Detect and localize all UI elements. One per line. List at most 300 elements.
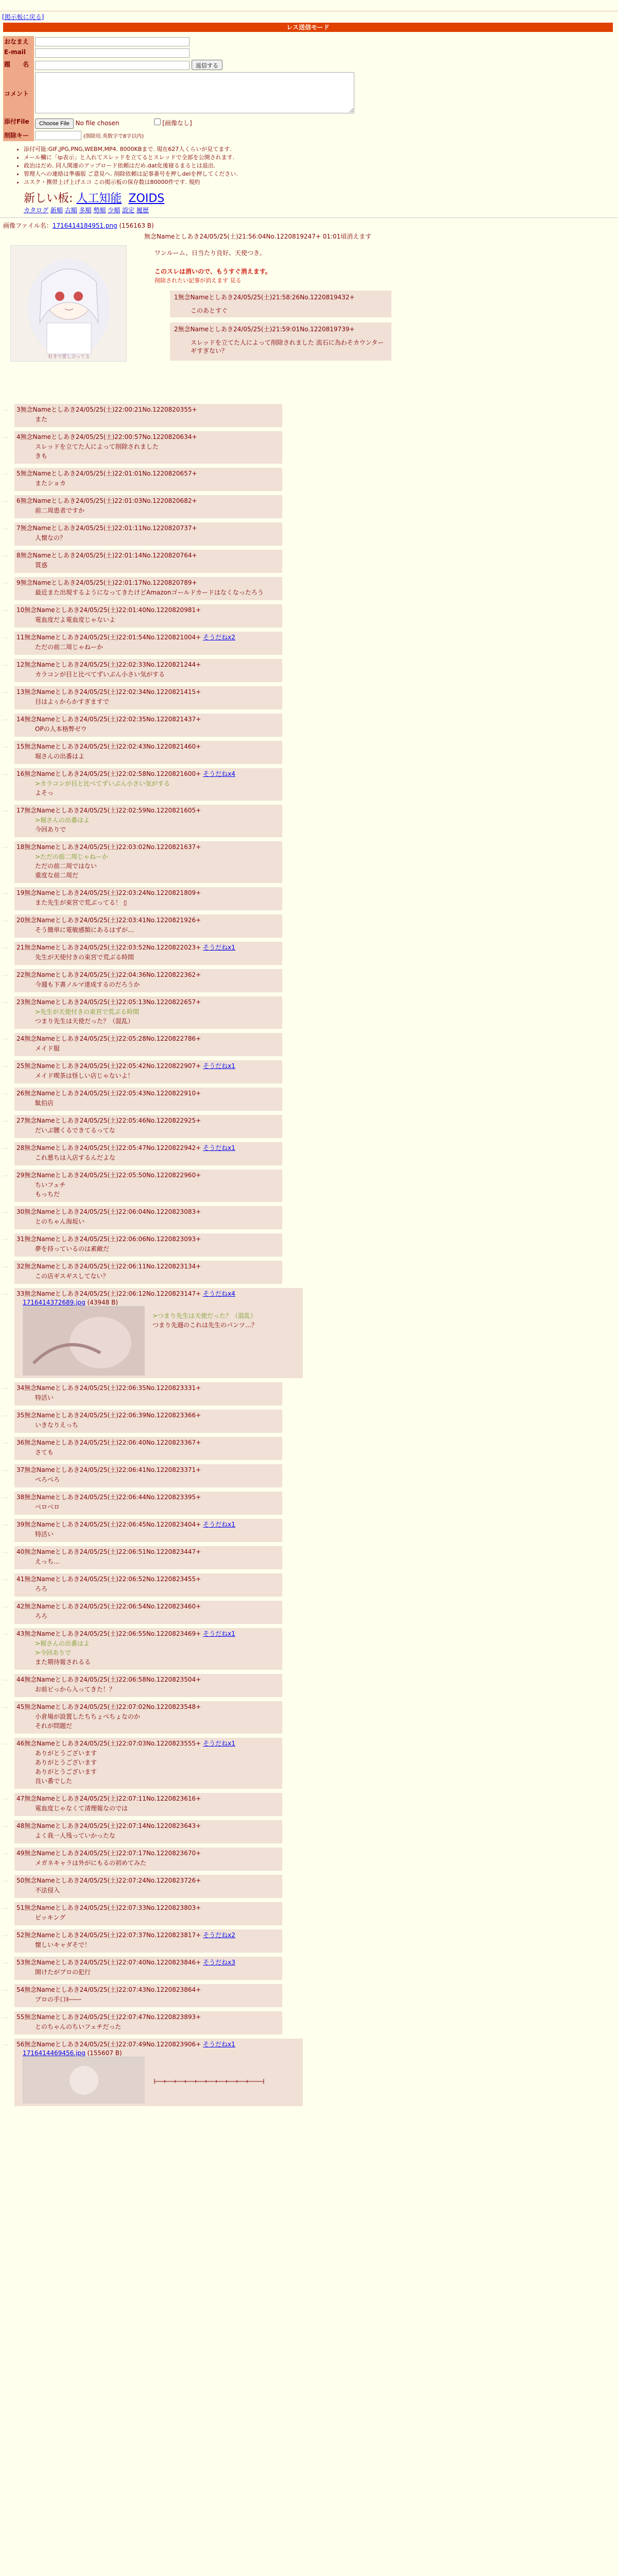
sodane-button[interactable]: そうだねx1 xyxy=(203,1521,235,1528)
reply-header xyxy=(14,714,282,724)
reply-header xyxy=(14,1033,282,1044)
sodane-button[interactable]: そうだねx2 xyxy=(203,1931,235,1939)
reply-header xyxy=(14,741,282,752)
reply-image xyxy=(23,2057,145,2104)
op-body xyxy=(154,248,271,285)
reply-line: OPの人本格弊ゼウ xyxy=(35,725,87,733)
no-image-label: [画像なし] xyxy=(162,120,192,127)
reply-line: また xyxy=(35,416,48,423)
reply xyxy=(2,1820,282,1843)
reply-header xyxy=(14,805,282,816)
reply-header-text: 38無念Nameとしあき24/05/25(土)22:06:44No.1220823395+ xyxy=(16,1494,201,1501)
reply-body xyxy=(14,1180,282,1202)
reply-header-text: 50無念Nameとしあき24/05/25(土)22:07:24No.1220823726+ xyxy=(16,1877,201,1884)
reply-line: 堀さんの出番はよ xyxy=(35,753,85,760)
reply-dash: … xyxy=(2,633,8,640)
link-new[interactable]: 新順 xyxy=(50,207,63,214)
reply-header xyxy=(14,1628,282,1639)
reply-line: 夢を持っているのは素敵だ xyxy=(35,1245,110,1252)
reply-line: スレッドを立てた人によって削除されました xyxy=(35,443,159,450)
reply-dash: … xyxy=(2,1383,8,1391)
sodane-button[interactable]: そうだねx1 xyxy=(203,944,235,951)
reply-body xyxy=(14,588,282,600)
reply-quote: >堀さんの出番はよ xyxy=(35,817,90,824)
reply-dash: … xyxy=(2,1234,8,1242)
reply-header xyxy=(14,550,282,561)
reply-line: この店ギスギスしてない？ xyxy=(35,1273,109,1280)
reply-body xyxy=(14,852,282,883)
reply-body xyxy=(14,1126,282,1138)
reply-line: 重度な前二周だ xyxy=(35,872,79,879)
reply-body xyxy=(14,561,282,573)
reply-header-text: 17無念Nameとしあき24/05/25(土)22:02:59No.1220821605+ xyxy=(16,807,201,814)
reply-dash: … xyxy=(2,806,8,813)
reply xyxy=(2,741,282,764)
reply xyxy=(2,1464,282,1487)
reply-body xyxy=(14,816,282,837)
reply-list-2 xyxy=(0,1382,618,2035)
rule-item: • 政治はだめ. 同人関連のアップロード依頼はだめ.dat化後寝るまるとは退出. xyxy=(24,162,618,170)
link-old[interactable]: 古順 xyxy=(64,207,77,214)
op-file-info xyxy=(3,221,618,230)
comment-textarea[interactable] xyxy=(35,72,354,113)
reply-line: プロの手口ｷｰｰｰｰ xyxy=(35,1996,82,2003)
delkey-input[interactable] xyxy=(35,131,81,140)
reply-header xyxy=(14,1875,282,1886)
reply-dash: … xyxy=(2,1794,8,1801)
reply xyxy=(2,468,282,491)
reply-header xyxy=(14,1382,282,1393)
reply-dash: … xyxy=(2,1116,8,1123)
reply-header-text: 28無念Nameとしあき24/05/25(土)22:05:47No.1220822942+ xyxy=(16,1144,201,1151)
link-momentum[interactable]: 勢順 xyxy=(93,207,106,214)
subject-label: 題 名 xyxy=(3,59,34,71)
reply-header-text: 36無念Nameとしあき24/05/25(土)22:06:40No.1220823367+ xyxy=(16,1439,201,1446)
link-history[interactable]: 履歴 xyxy=(136,207,149,214)
sodane-button[interactable]: そうだねx1 xyxy=(203,1144,235,1151)
reply-line: 今週も下書ノルマ達成するのだろうか xyxy=(35,981,140,988)
reply-line: ありがとうございます xyxy=(35,1759,97,1766)
reply-header-text: 31無念Nameとしあき24/05/25(土)22:06:06No.1220823093+ xyxy=(16,1235,201,1243)
reply-dash: … xyxy=(2,997,8,1005)
reply-dash: … xyxy=(2,660,8,667)
op-file-prefix: 画像ファイル名： xyxy=(3,222,53,229)
subject-input[interactable] xyxy=(35,61,190,70)
rule-item: • 添付可能:GIF,JPG,PNG,WEBM,MP4. 8000KBまで. 現在627人くらいが見てます. xyxy=(24,145,618,154)
reply-header-text: 18無念Nameとしあき24/05/25(土)22:03:02No.1220821637+ xyxy=(16,843,201,851)
reply-header xyxy=(14,942,282,953)
reply xyxy=(2,768,282,801)
reply-header xyxy=(14,1546,282,1557)
reply-line: 最近また出現するようになってきたけどAmazonゴールドカードはなくなったろう xyxy=(35,589,264,596)
reply xyxy=(2,1233,282,1257)
reply xyxy=(2,1060,282,1083)
rules-list xyxy=(24,145,618,187)
reply-header xyxy=(14,1793,282,1804)
reply-body xyxy=(14,533,282,546)
reply xyxy=(2,1848,282,1871)
reply-header xyxy=(14,632,282,642)
reply-header-text: 35無念Nameとしあき24/05/25(土)22:06:39No.1220823366+ xyxy=(16,1412,201,1419)
reply-line: メガネキャラは外がにもるの初めてみた xyxy=(35,1859,147,1867)
reply-body xyxy=(14,724,282,737)
reply-text: このあとすぐ xyxy=(191,307,228,314)
reply-line: ピッキング xyxy=(35,1914,66,1921)
reply-dash: … xyxy=(2,742,8,749)
reply-header-text: 5無念Nameとしあき24/05/25(土)22:01:01No.1220820657+ xyxy=(16,470,197,477)
reply xyxy=(2,1115,282,1138)
reply xyxy=(2,659,282,682)
reply-line: 人懐なの？ xyxy=(35,534,66,541)
reply-body xyxy=(14,1858,282,1871)
reply-header-text: 56無念Nameとしあき24/05/25(土)22:07:49No.1220823906+ xyxy=(16,2041,201,2048)
reply-dash: … xyxy=(2,2040,8,2047)
rule-item: • ユスク・携帯上げ上げエコ この掲示板の保存数は80000件です. 規約 xyxy=(24,178,618,187)
sodane-button[interactable]: そうだねx4 xyxy=(202,1290,235,1297)
reply-header-text: 22無念Nameとしあき24/05/25(土)22:04:36No.1220822362+ xyxy=(16,971,201,978)
reply-header xyxy=(14,522,282,533)
reply xyxy=(2,1628,282,1670)
reply-header-text: 20無念Nameとしあき24/05/25(土)22:03:41No.1220821926+ xyxy=(16,917,201,924)
reply-body xyxy=(14,1071,282,1083)
delkey-label: 削除キー xyxy=(3,130,34,141)
reply-header-text: 45無念Nameとしあき24/05/25(土)22:07:02No.1220823548+ xyxy=(16,1703,201,1710)
reply-header-text: 37無念Nameとしあき24/05/25(土)22:06:41No.1220823371+ xyxy=(16,1466,201,1473)
submit-button[interactable]: 返信する xyxy=(192,60,222,70)
return-link[interactable]: [掲示板に戻る] xyxy=(2,13,44,21)
reply-body xyxy=(14,1612,282,1624)
reply-body xyxy=(14,1217,282,1229)
no-image-checkbox[interactable] xyxy=(154,118,161,125)
reply-line: 電血度だよ電血度じゃないよ xyxy=(35,616,116,623)
reply-header-text: 8無念Nameとしあき24/05/25(土)22:01:14No.1220820764+ xyxy=(16,552,197,559)
reply-body xyxy=(14,1502,282,1515)
reply-dash: … xyxy=(2,1821,8,1828)
op-thumbnail[interactable] xyxy=(10,245,127,362)
reply-image xyxy=(23,1307,145,1376)
reply-dash: … xyxy=(2,1903,8,1910)
reply-header xyxy=(14,1206,282,1217)
reply-header-text: 42無念Nameとしあき24/05/25(土)22:06:54No.1220823460+ xyxy=(16,1603,201,1610)
reply-body xyxy=(14,1272,282,1284)
reply xyxy=(2,1701,282,1734)
name-label: おなまえ xyxy=(3,36,34,47)
reply-header-text: 4無念Nameとしあき24/05/25(土)22:00:57No.1220820634+ xyxy=(16,433,197,440)
reply-quote: >カラコンが目と比べてずいぶん小さい気がする xyxy=(35,780,170,787)
reply xyxy=(2,686,282,709)
reply-line: ただの前二周ではない xyxy=(35,862,97,870)
link-few[interactable]: 少順 xyxy=(108,207,121,214)
reply-line: 今回ありで xyxy=(35,826,66,833)
reply-header-text: 14無念Nameとしあき24/05/25(土)22:02:35No.1220821437+ xyxy=(16,716,201,723)
reply-header-text: 54無念Nameとしあき24/05/25(土)22:07:43No.1220823864+ xyxy=(16,1986,201,1993)
reply-header xyxy=(14,1674,282,1685)
reply-file-link[interactable]: 1716414469456.jpg xyxy=(23,2049,85,2057)
reply-dash: … xyxy=(2,1602,8,1609)
reply-line: 前二周患者ですか xyxy=(35,507,85,514)
reply-body xyxy=(14,1712,282,1734)
reply-dash: … xyxy=(2,1262,8,1269)
reply-header-text: 7無念Nameとしあき24/05/25(土)22:01:11No.1220820737+ xyxy=(16,524,197,532)
reply-header xyxy=(14,914,282,925)
reply-line: 不法侵入 xyxy=(35,1887,60,1894)
reply xyxy=(2,1261,282,1284)
reply-file-link[interactable]: 1716414372689.jpg xyxy=(23,1299,85,1306)
reply-header xyxy=(14,404,282,415)
reply-line: きも xyxy=(35,452,48,460)
reply-header xyxy=(14,1233,282,1244)
reply-body xyxy=(14,479,282,491)
reply xyxy=(2,632,282,655)
reply xyxy=(2,1875,282,1898)
reply-dash: … xyxy=(2,405,8,412)
reply-line: つまり先生は天使だった？（混乱） xyxy=(35,1018,134,1025)
reply-body xyxy=(14,2022,282,2035)
reply-line: そう簡単に電敏感類にあるはずが… xyxy=(35,926,134,934)
reply-dash: … xyxy=(2,970,8,977)
reply-body xyxy=(14,953,282,965)
reply-line: とのちゃんのちいフェチだった xyxy=(35,2023,122,2030)
reply-body xyxy=(14,1153,282,1165)
reply-header xyxy=(14,887,282,898)
reply-header-text: 47無念Nameとしあき24/05/25(土)22:07:11No.1220823616+ xyxy=(16,1795,201,1802)
reply-header xyxy=(14,495,282,506)
delkey-note: (削除用.英数字で8字以内) xyxy=(83,133,144,140)
reply-dash: … xyxy=(2,842,8,850)
reply-body xyxy=(14,1995,282,2007)
reply-header-text: 48無念Nameとしあき24/05/25(土)22:07:14No.1220823643+ xyxy=(16,1822,201,1829)
op-post xyxy=(0,230,618,400)
reply-dash: … xyxy=(2,1958,8,1965)
link-many[interactable]: 多順 xyxy=(79,207,92,214)
reply xyxy=(2,577,282,600)
reply-dash: … xyxy=(2,1849,8,1856)
reply-line: また期待報されるる xyxy=(35,1658,91,1666)
reply-body xyxy=(14,615,282,628)
reply-header-text: 52無念Nameとしあき24/05/25(土)22:07:37No.1220823817+ xyxy=(16,1931,201,1939)
reply-dash: … xyxy=(2,469,8,476)
reply-body xyxy=(14,442,282,464)
file-choose-button[interactable]: Choose File xyxy=(35,118,74,129)
reply-quote: >ただの前二周じゃねーか xyxy=(35,853,109,860)
reply-header xyxy=(14,1848,282,1858)
name-input[interactable] xyxy=(35,37,190,46)
reply-line: ちいフェチ xyxy=(35,1181,66,1189)
reply-line: 特活い xyxy=(35,1531,54,1538)
reply-body xyxy=(14,1448,282,1460)
op-line: ワンルーム、日当たり良好、天使つき。 xyxy=(154,249,266,257)
reply xyxy=(2,1902,282,1925)
reply-line: もっちだ xyxy=(35,1191,60,1198)
reply xyxy=(2,1573,282,1597)
reply-header xyxy=(14,577,282,588)
reply xyxy=(2,805,282,837)
reply-dash: … xyxy=(2,1207,8,1214)
reply-header xyxy=(14,969,282,980)
reply xyxy=(2,841,282,883)
sodane-button[interactable]: そうだねx4 xyxy=(203,770,235,777)
reply-header xyxy=(14,1902,282,1913)
reply xyxy=(2,404,282,427)
reply-thumbnail[interactable] xyxy=(23,1306,144,1375)
reply-dash: … xyxy=(2,1574,8,1582)
reply-header-text: 32無念Nameとしあき24/05/25(土)22:06:11No.1220823134+ xyxy=(16,1263,201,1270)
reply-dash: … xyxy=(2,1930,8,1938)
reply-header xyxy=(14,604,282,615)
rule-item: • 管理人への連絡は準備版 ご意見へ. 削除依頼は記事番号を押しdelを押してください. xyxy=(24,170,618,178)
reply-line: また先生が束宮で荒ぶってる！ ▯ xyxy=(35,899,127,906)
sodane-button[interactable]: そうだねx1 xyxy=(203,1740,235,1747)
reply-body xyxy=(14,1940,282,1953)
reply-dash: … xyxy=(2,1411,8,1418)
reply-header-text: 39無念Nameとしあき24/05/25(土)22:06:45No.1220823404+ xyxy=(16,1521,201,1528)
reply-2 xyxy=(170,323,391,361)
reply xyxy=(2,1142,282,1165)
sodane-button[interactable]: そうだねx3 xyxy=(203,1959,235,1966)
reply-body xyxy=(14,1530,282,1542)
reply xyxy=(2,969,282,992)
reply-header xyxy=(14,996,282,1007)
reply xyxy=(2,1382,282,1405)
board-link-zoids[interactable]: ZOIDS xyxy=(128,192,165,205)
reply-line: メイド服 xyxy=(35,1045,60,1052)
reply-file-size: (155607 B) xyxy=(87,2049,122,2057)
reply-56 xyxy=(2,2039,303,2106)
email-input[interactable] xyxy=(35,48,190,58)
reply-dash: … xyxy=(2,432,8,439)
reply-body xyxy=(14,642,282,655)
reply-line: 駄伯店 xyxy=(35,1099,54,1107)
reply xyxy=(2,1546,282,1569)
reply-quote: >堀さんの出番はよ >今回ありで xyxy=(35,1640,90,1656)
reply-header-text: 29無念Nameとしあき24/05/25(土)22:05:50No.1220822960+ xyxy=(16,1172,201,1179)
reply-header xyxy=(14,1437,282,1448)
op-file-link[interactable]: 1716414184951.png xyxy=(52,222,117,229)
reply-dash: … xyxy=(2,1675,8,1682)
reply-dash: … xyxy=(2,687,8,694)
reply xyxy=(2,1088,282,1111)
reply-body xyxy=(14,1557,282,1569)
sodane-button[interactable]: そうだねx1 xyxy=(203,1630,235,1637)
reply-dash: … xyxy=(2,1702,8,1709)
reply-line: 懐しいキャダそで！ xyxy=(35,1941,91,1948)
reply-line: ありがとうございます xyxy=(35,1750,97,1757)
mode-bar: レス送信モード xyxy=(3,23,613,32)
reply-header-text: 51無念Nameとしあき24/05/25(土)22:07:33No.1220823803+ xyxy=(16,1904,201,1911)
reply-body xyxy=(14,1968,282,1980)
reply-header xyxy=(14,1088,282,1098)
reply-body xyxy=(14,1886,282,1898)
reply-1 xyxy=(170,291,391,317)
reply-dash: … xyxy=(2,1438,8,1445)
reply-header-text: 30無念Nameとしあき24/05/25(土)22:06:04No.1220823083+ xyxy=(16,1208,201,1215)
reply-dash: … xyxy=(2,1739,8,1746)
reply-body xyxy=(14,1685,282,1697)
reply-header xyxy=(14,1984,282,1995)
reply-header-text: 15無念Nameとしあき24/05/25(土)22:02:43No.1220821460+ xyxy=(16,743,201,750)
reply-dash: … xyxy=(2,1034,8,1041)
reply xyxy=(2,550,282,573)
reply-header xyxy=(14,1929,282,1940)
reply xyxy=(2,1206,282,1229)
link-settings[interactable]: 設定 xyxy=(122,207,135,214)
reply-body xyxy=(14,415,282,427)
reply-header-text: 3無念Nameとしあき24/05/25(土)22:00:21No.1220820355+ xyxy=(16,406,197,413)
reply-body xyxy=(14,1007,282,1029)
reply-body xyxy=(14,1420,282,1433)
reply-dash: … xyxy=(2,1143,8,1150)
reply-header xyxy=(14,1701,282,1712)
reply-line: いきなりえっち xyxy=(35,1421,79,1429)
reply-body xyxy=(14,980,282,992)
reply-line: 小倉場が設置したちちょべちょなのか xyxy=(35,1713,141,1720)
reply xyxy=(2,714,282,737)
reply-header-text: 46無念Nameとしあき24/05/25(土)22:07:03No.1220823555+ xyxy=(16,1740,201,1747)
reply-line: ベロベロ xyxy=(35,1503,60,1511)
reply xyxy=(2,1437,282,1460)
reply xyxy=(2,1519,282,1542)
reply-header xyxy=(14,1820,282,1831)
reply-header xyxy=(14,1115,282,1126)
reply-body xyxy=(14,1393,282,1405)
reply-header xyxy=(14,431,282,442)
reply-header-text: 16無念Nameとしあき24/05/25(土)22:02:58No.1220821600+ xyxy=(16,770,201,777)
reply-dash: … xyxy=(2,943,8,950)
catalog-links xyxy=(24,206,618,214)
reply-dash: … xyxy=(2,888,8,895)
reply-header-text: 40無念Nameとしあき24/05/25(土)22:06:51No.1220823447+ xyxy=(16,1548,201,1555)
reply-quote: >先生が天使付きの束宮で荒ぶる時間 xyxy=(35,1008,140,1015)
comment-label: コメント xyxy=(3,71,34,116)
reply-dash: … xyxy=(2,1465,8,1472)
reply xyxy=(2,604,282,628)
rule-item: • メール欄に「ip表示」と入れてスレッドを立てるとスレッドで全部を公開されます. xyxy=(24,154,618,162)
reply-dash: … xyxy=(2,551,8,558)
reply-thumbnail[interactable] xyxy=(23,2057,144,2103)
reply-dash: … xyxy=(2,1985,8,1992)
reply-header-text: 34無念Nameとしあき24/05/25(土)22:06:35No.1220823331+ xyxy=(16,1384,201,1392)
email-label: E-mail xyxy=(3,47,34,59)
reply-header xyxy=(14,1573,282,1584)
reply-header-text: 9無念Nameとしあき24/05/25(土)22:01:17No.1220820789+ xyxy=(16,579,197,586)
link-catalog[interactable]: カタログ xyxy=(24,207,49,214)
reply-header-text: 53無念Nameとしあき24/05/25(土)22:07:40No.1220823846+ xyxy=(16,1959,201,1966)
sodane-button[interactable]: そうだねx1 xyxy=(203,1062,235,1070)
reply-header: 2無念Nameとしあき24/05/25(土)21:59:01No.1220819739+ xyxy=(174,326,355,333)
reply-body xyxy=(14,1804,282,1816)
reply-body xyxy=(14,779,282,801)
reply-body xyxy=(14,1044,282,1056)
op-line-notice: このスレは消いので、もうすぐ消えます。 xyxy=(154,268,271,275)
reply xyxy=(2,1492,282,1515)
reply-line: これ悪ちは入店するんだよな xyxy=(35,1154,116,1161)
reply-body xyxy=(14,1749,282,1789)
svg-text:好きで愛し合ってる: 好きで愛し合ってる xyxy=(48,354,90,360)
reply-dash: … xyxy=(2,523,8,531)
sodane-button[interactable]: そうだねx1 xyxy=(202,2041,235,2048)
reply-body xyxy=(14,1475,282,1487)
sodane-button[interactable]: そうだねx2 xyxy=(203,634,235,641)
reply-line: よく我一人残っていかったな xyxy=(35,1832,116,1839)
reply-text: スレッドを立てた人によって削除されました 流石に為わそカウンターギすぎない？ xyxy=(191,339,384,354)
reply xyxy=(2,914,282,938)
reply xyxy=(2,942,282,965)
reply-body xyxy=(14,1098,282,1111)
reply-header-text: 19無念Nameとしあき24/05/25(土)22:03:24No.1220821809+ xyxy=(16,889,201,896)
reply-line: それが問題だ xyxy=(35,1722,73,1730)
board-link-ai[interactable]: 人工知能 xyxy=(76,192,122,205)
reply xyxy=(2,522,282,546)
